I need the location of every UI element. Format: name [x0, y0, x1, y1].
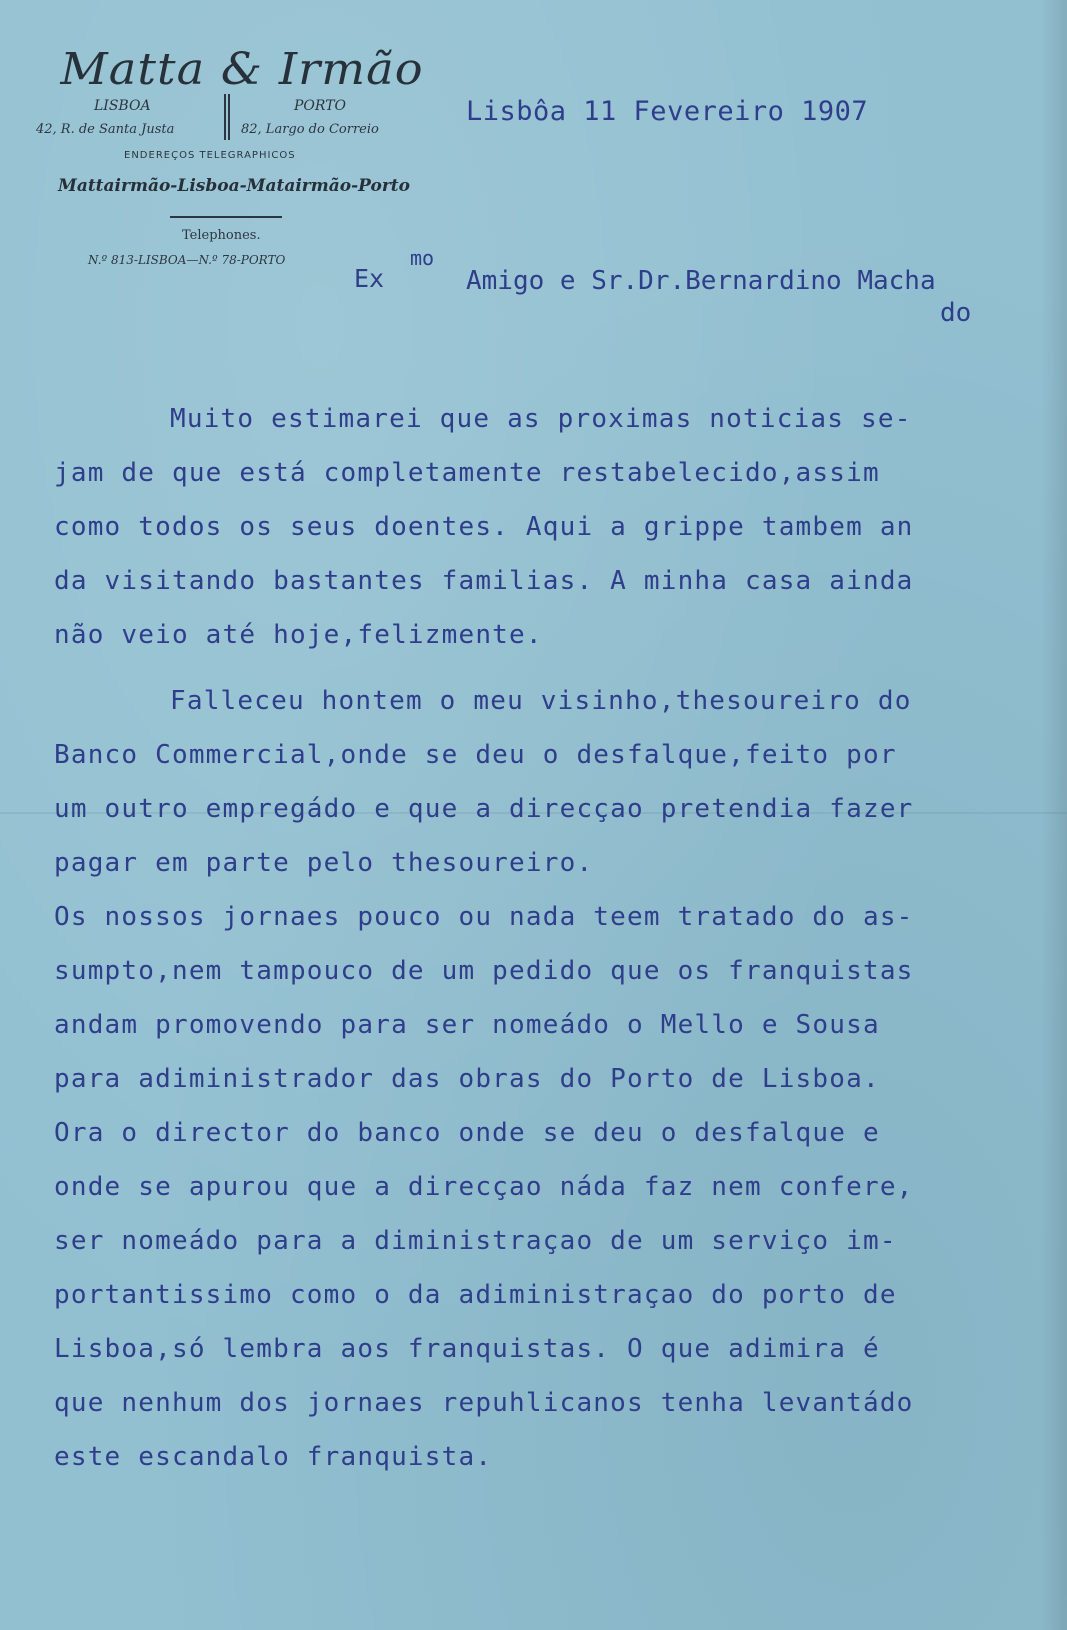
firm-name: Matta & Irmão — [60, 44, 424, 95]
address-lisboa: 42, R. de Santa Justa — [36, 122, 175, 137]
telegraph-address: Mattairmão-Lisboa-Matairmão-Porto — [58, 176, 410, 196]
body-line: onde se apurou que a direcçao náda faz nem confere, — [54, 1172, 914, 1202]
body-line: Banco Commercial,onde se deu o desfalque,feito por — [54, 740, 897, 770]
city-lisboa: LISBOA — [94, 98, 151, 114]
body-line: da visitando bastantes familias. A minha casa ainda — [54, 566, 914, 596]
body-line: Lisboa,só lembra aos franquistas. O que adimira é — [54, 1334, 880, 1364]
telegraph-label: ENDEREÇOS TELEGRAPHICOS — [124, 150, 296, 161]
salutation-continuation: do — [940, 298, 972, 328]
body-line: andam promovendo para ser nomeádo o Mello e Sousa — [54, 1010, 880, 1040]
body-line: pagar em parte pelo thesoureiro. — [54, 848, 594, 878]
letter-date: Lisbôa 11 Fevereiro 1907 — [466, 96, 869, 127]
address-porto: 82, Largo do Correio — [241, 122, 379, 137]
letterhead-divider — [224, 94, 230, 140]
salutation-abbreviation: Ex — [354, 264, 385, 293]
body-line: para adiministrador das obras do Porto de Lisboa. — [54, 1064, 880, 1094]
phones-label: Telephones. — [182, 228, 261, 243]
body-line: Ora o director do banco onde se deu o desfalque e — [54, 1118, 880, 1148]
paper-edge-shadow — [1041, 0, 1067, 1630]
phones-numbers: N.º 813-LISBOA—N.º 78-PORTO — [88, 253, 286, 267]
body-line: um outro empregádo e que a direcçao pretendia fazer — [54, 794, 914, 824]
salutation-superscript: mo — [410, 246, 435, 270]
body-line: Muito estimarei que as proximas noticias se- — [170, 404, 912, 434]
body-line: Os nossos jornaes pouco ou nada teem tratado do as- — [54, 902, 914, 932]
salutation-name: Amigo e Sr.Dr.Bernardino Macha — [466, 266, 936, 296]
body-line: sumpto,nem tampouco de um pedido que os franquistas — [54, 956, 914, 986]
body-line: este escandalo franquista. — [54, 1442, 493, 1472]
body-line: jam de que está completamente restabelecido,assim — [54, 458, 880, 488]
body-line: como todos os seus doentes. Aqui a grippe tambem an — [54, 512, 914, 542]
body-line: portantissimo como o da adiministraçao do porto de — [54, 1280, 897, 1310]
body-line: ser nomeádo para a diministraçao de um serviço im- — [54, 1226, 897, 1256]
body-line: não veio até hoje,felizmente. — [54, 620, 543, 650]
body-line: que nenhum dos jornaes repuhlicanos tenha levantádo — [54, 1388, 914, 1418]
body-line: Falleceu hontem o meu visinho,thesoureiro do — [170, 686, 912, 716]
city-porto: PORTO — [294, 98, 347, 114]
letterhead-rule — [170, 216, 282, 218]
